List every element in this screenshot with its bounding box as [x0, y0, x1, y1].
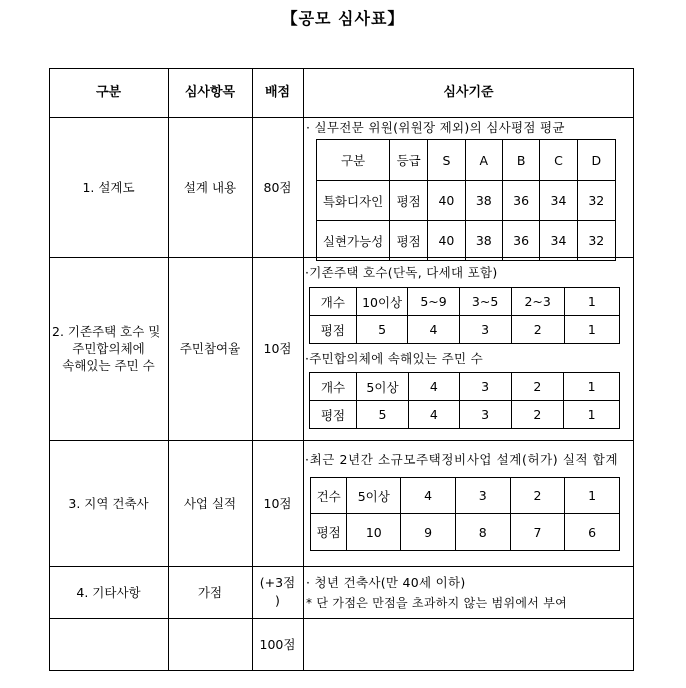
record-cell: 7	[510, 514, 565, 551]
grade-cell: 40	[428, 181, 465, 221]
housing-cell: 3	[459, 316, 511, 344]
table-row	[317, 181, 616, 221]
grade-cell: 36	[502, 181, 539, 221]
header-category: 구분	[95, 85, 122, 100]
row2-category-line2: 주민합의체에	[72, 341, 145, 356]
housing-cell: 5	[356, 316, 408, 344]
grade-score-table	[316, 139, 616, 261]
record-cell: 5이상	[347, 478, 401, 514]
column-divider	[303, 68, 304, 671]
header-score: 배점	[264, 85, 291, 100]
row2-category-line1: 2. 기존주택 호수 및	[52, 324, 161, 339]
row2-criteria-note2: ·주민합의체에 속해있는 주민 수	[305, 351, 483, 366]
row3-category: 3. 지역 건축사	[68, 495, 149, 511]
housing-cell: 2	[511, 316, 564, 344]
record-cell: 건수	[311, 478, 347, 514]
grade-header-cell: C	[540, 140, 577, 181]
grade-cell: 38	[465, 221, 502, 261]
record-cell: 평점	[311, 514, 347, 551]
table-row	[317, 221, 616, 261]
record-cell: 8	[455, 514, 510, 551]
resident-cell: 평점	[310, 401, 357, 429]
row3-score: 10점	[263, 495, 292, 511]
row1-item: 설계 내용	[183, 179, 237, 195]
table-row	[311, 514, 620, 551]
row2-category-line3: 속해있는 주민 수	[62, 358, 155, 373]
grade-cell: 실현가능성	[317, 221, 390, 261]
housing-cell: 1	[564, 316, 619, 344]
housing-cell: 평점	[310, 316, 357, 344]
housing-cell: 5~9	[408, 288, 459, 316]
table-row	[310, 316, 620, 344]
resident-cell: 1	[564, 373, 620, 401]
grade-cell: 36	[502, 221, 539, 261]
record-cell: 1	[565, 478, 620, 514]
row4-score-line1: (+3점	[259, 575, 296, 590]
housing-cell: 1	[564, 288, 619, 316]
resident-cell: 5이상	[357, 373, 409, 401]
record-cell: 3	[455, 478, 510, 514]
record-cell: 2	[510, 478, 565, 514]
row1-category: 1. 설계도	[82, 179, 135, 195]
row2-category	[49, 257, 168, 440]
record-cell: 10	[347, 514, 401, 551]
table-row	[310, 288, 620, 316]
grade-cell: 특화디자인	[317, 181, 390, 221]
grade-cell: 34	[540, 221, 577, 261]
header-item: 심사항목	[184, 85, 236, 100]
grade-header-cell: S	[428, 140, 465, 181]
grade-header-cell: A	[465, 140, 502, 181]
row2-criteria-note1: ·기존주택 호수(단독, 다세대 포함)	[305, 265, 498, 280]
row2-item: 주민참여율	[179, 341, 241, 356]
row4-category: 4. 기타사항	[76, 584, 141, 600]
row4-criteria-line1: · 청년 건축사(만 40세 이하)	[306, 575, 466, 590]
housing-cell: 개수	[310, 288, 357, 316]
row4-score-line2: )	[275, 593, 280, 608]
grade-cell: 평점	[390, 181, 428, 221]
resident-cell: 1	[564, 401, 620, 429]
header-criteria: 심사기준	[443, 85, 494, 100]
grade-header-cell: 구분	[317, 140, 390, 181]
table-row	[311, 478, 620, 514]
housing-count-table	[309, 287, 620, 344]
row3-criteria-note: ·최근 2년간 소규모주택정비사업 설계(허가) 실적 합계	[305, 452, 619, 467]
resident-cell: 4	[408, 373, 459, 401]
housing-cell: 4	[408, 316, 459, 344]
table-row	[310, 401, 620, 429]
row1-score: 80점	[263, 179, 292, 195]
housing-cell: 3~5	[459, 288, 511, 316]
resident-cell: 3	[459, 401, 511, 429]
resident-count-table	[309, 372, 620, 429]
resident-cell: 개수	[310, 373, 357, 401]
grade-header-cell: 등급	[390, 140, 428, 181]
grade-cell: 40	[428, 221, 465, 261]
record-cell: 4	[401, 478, 456, 514]
row3-item: 사업 실적	[183, 495, 237, 511]
resident-cell: 2	[511, 373, 564, 401]
resident-cell: 4	[408, 401, 459, 429]
grade-cell: 38	[465, 181, 502, 221]
row4-item: 가점	[197, 584, 223, 600]
total-criteria	[303, 618, 634, 670]
row1-criteria-note: · 실무전문 위원(위원장 제외)의 심사평점 평균	[306, 120, 565, 135]
grade-cell: 32	[577, 181, 615, 221]
grade-header-cell: B	[502, 140, 539, 181]
housing-cell: 10이상	[356, 288, 408, 316]
page-title: 【공모 심사표】	[281, 9, 405, 28]
resident-cell: 3	[459, 373, 511, 401]
row2-score: 10점	[263, 341, 292, 356]
record-cell: 6	[565, 514, 620, 551]
row4-criteria-line2: * 단 가점은 만점을 초과하지 않는 범위에서 부여	[306, 596, 568, 610]
row4-score	[252, 566, 303, 618]
grade-cell: 34	[540, 181, 577, 221]
total-item	[168, 618, 252, 670]
grade-cell: 32	[577, 221, 615, 261]
resident-cell: 5	[357, 401, 409, 429]
project-record-table	[310, 477, 620, 551]
grade-header-cell: D	[577, 140, 615, 181]
record-cell: 9	[401, 514, 456, 551]
grade-cell: 평점	[390, 221, 428, 261]
housing-cell: 2~3	[511, 288, 564, 316]
total-category	[49, 618, 168, 670]
total-score: 100점	[259, 636, 296, 652]
table-row	[310, 373, 620, 401]
resident-cell: 2	[511, 401, 564, 429]
